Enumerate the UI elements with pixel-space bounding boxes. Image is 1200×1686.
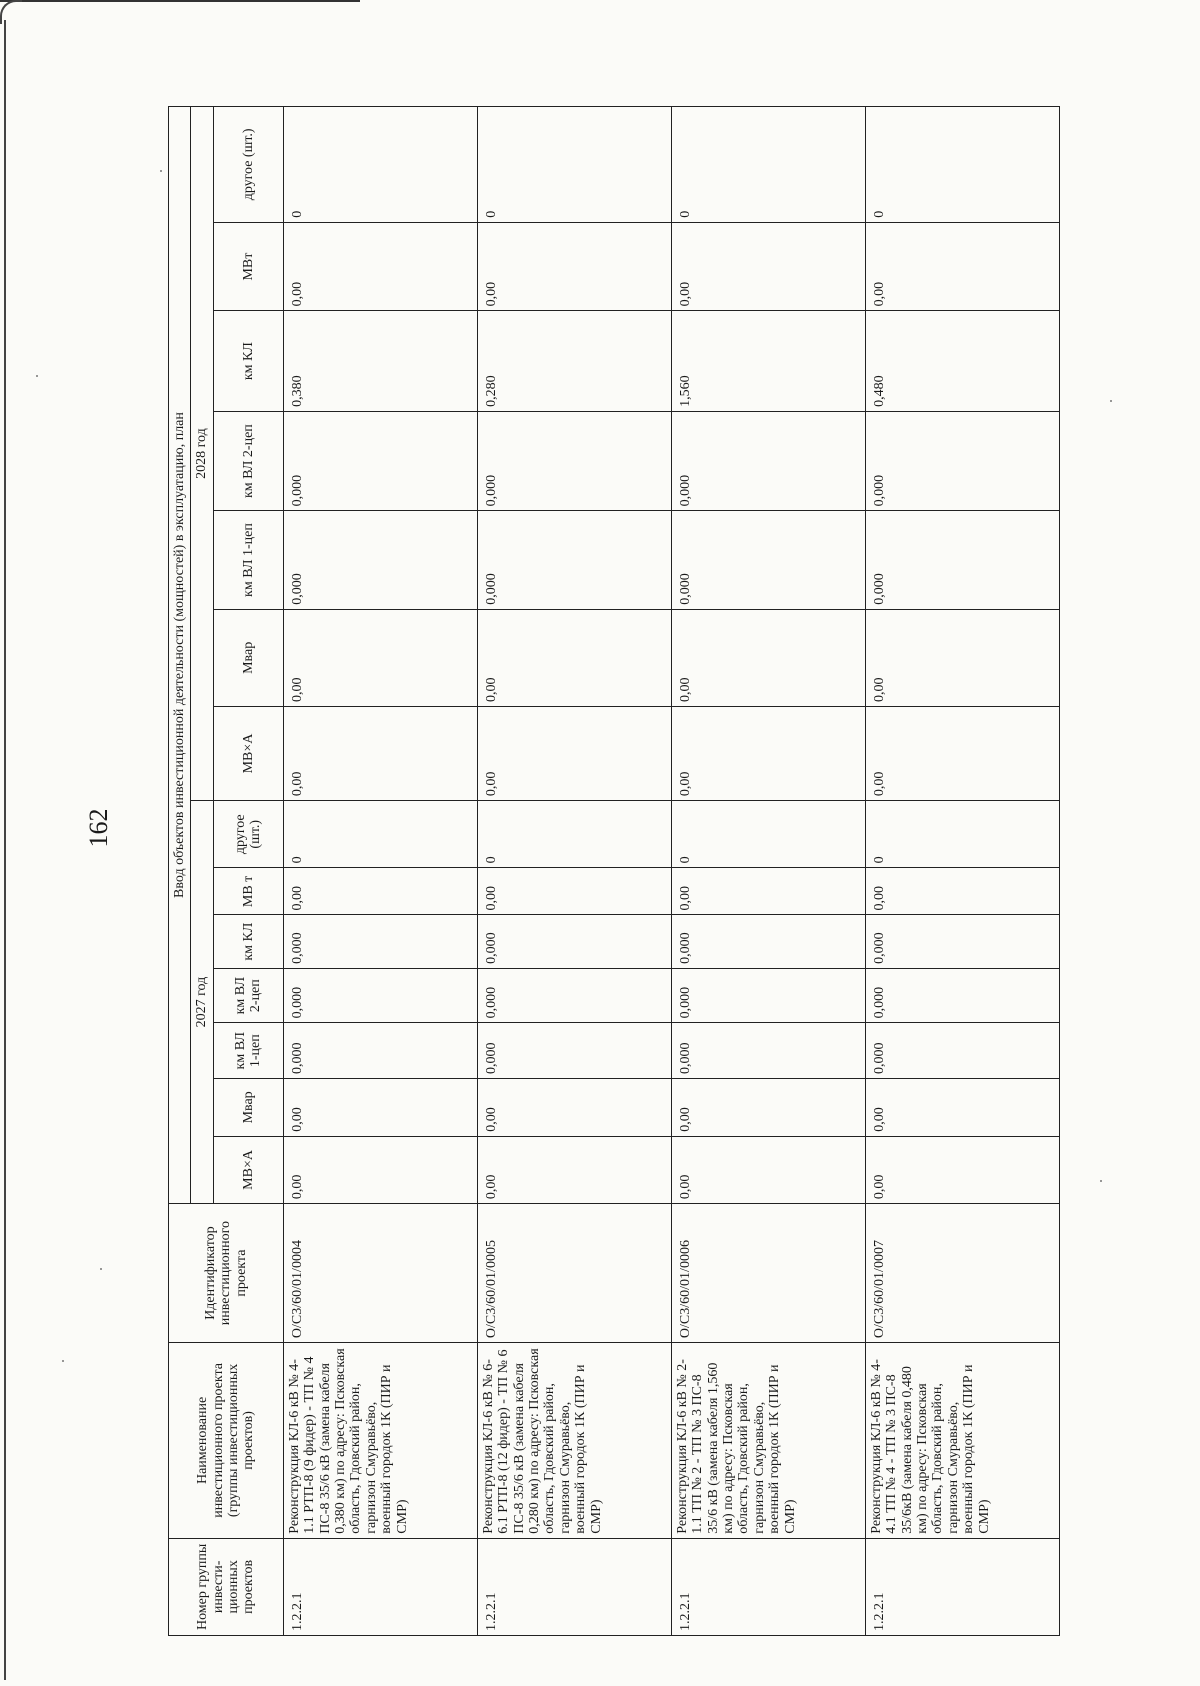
header-year-2027: 2027 год [191,801,213,1204]
cell-project-name: Реконструкция КЛ-6 кВ № 6-6.1 РТП-8 (12 фидер) - ТП № 6 ПС-8 35/6 кВ (замена кабеля 0,280 км) по адресу: Псковская область, Гдовский район, гарнизон Смуравьёво, военный городок 1К (ПИР и СМР) [477,1343,671,1539]
header-unit-2028-km-vl-2: км ВЛ 2-цеп [213,411,283,510]
header-unit-2027-km-vl-2: км ВЛ 2-цеп [213,968,283,1023]
cell-value-2028: 0,000 [283,511,477,609]
header-unit-2028-km-kl: км КЛ [213,311,283,412]
header-unit-2027-mvar: Мвар [213,1079,283,1137]
cell-value-2027: 0,00 [283,1136,477,1203]
cell-value-2027: 0,00 [477,1079,671,1137]
cell-value-2027: 0,000 [865,968,1059,1023]
cell-value-2028: 0,380 [283,311,477,412]
header-unit-2028-mw: МВт [213,222,283,311]
cell-value-2027: 0,000 [865,1023,1059,1079]
cell-value-2027: 0,000 [671,915,865,968]
cell-value-2027: 0,00 [671,1136,865,1203]
cell-project-id: О/С3/60/01/0006 [671,1204,865,1343]
cell-value-2028: 0 [865,107,1059,223]
cell-value-2028: 0,00 [283,222,477,311]
scan-speck [160,170,162,172]
table-row [477,107,671,1636]
cell-value-2028: 0,000 [671,511,865,609]
cell-value-2028: 0 [477,107,671,223]
page-number: 162 [84,808,113,848]
cell-value-2027: 0 [671,801,865,868]
cell-value-2028: 0,00 [671,609,865,706]
cell-project-id: О/С3/60/01/0004 [283,1204,477,1343]
cell-project-name: Реконструкция КЛ-6 кВ № 2-1.1 ТП № 2 - ТП № 3 ПС-8 35/6 кВ (замена кабеля 1,560 км) по адресу: Псковская область, Гдовский район, гарнизон Смуравьёво, военный городок 1К (ПИР и СМР) [671,1343,865,1539]
cell-value-2027: 0,000 [671,968,865,1023]
cell-value-2028: 0,00 [671,706,865,800]
cell-value-2028: 0,00 [865,222,1059,311]
cell-value-2027: 0,000 [283,915,477,968]
header-unit-2028-km-vl-1: км ВЛ 1-цеп [213,511,283,609]
cell-value-2028: 0,00 [865,706,1059,800]
cell-group-number: 1.2.2.1 [865,1538,1059,1635]
scan-speck [62,1360,64,1362]
cell-value-2028: 0,480 [865,311,1059,412]
cell-value-2027: 0,00 [865,868,1059,915]
cell-value-2028: 0,000 [865,511,1059,609]
cell-project-id: О/С3/60/01/0005 [477,1204,671,1343]
cell-value-2027: 0,00 [477,1136,671,1203]
cell-value-2027: 0,000 [865,915,1059,968]
header-project-id: Идентификатор инвестиционного проекта [169,1204,284,1343]
header-unit-2027-mw: МВ т [213,868,283,915]
cell-value-2028: 0,00 [477,609,671,706]
cell-value-2027: 0 [865,801,1059,868]
cell-value-2028: 0,280 [477,311,671,412]
cell-value-2027: 0,000 [477,968,671,1023]
scan-speck [1100,1180,1102,1182]
cell-value-2027: 0 [477,801,671,868]
cell-group-number: 1.2.2.1 [283,1538,477,1635]
cell-value-2028: 0,000 [283,411,477,510]
cell-value-2028: 0,000 [671,411,865,510]
page-edge-top [0,0,360,2]
cell-value-2028: 0,000 [477,411,671,510]
scan-speck [1110,400,1112,402]
cell-value-2027: 0,00 [283,868,477,915]
header-unit-2027-km-kl: км КЛ [213,915,283,968]
table-row [671,107,865,1636]
cell-value-2027: 0,00 [283,1079,477,1137]
cell-value-2028: 0,00 [477,706,671,800]
cell-project-name: Реконструкция КЛ-6 кВ № 4-1.1 РТП-8 (9 фидер) - ТП № 4 ПС-8 35/6 кВ (замена кабеля 0,380 км) по адресу: Псковская область, Гдовский район, гарнизон Смуравьёво, военный городок 1К (ПИР и СМР) [283,1343,477,1539]
header-unit-2027-mva: МВ×А [213,1136,283,1203]
cell-value-2027: 0,00 [671,868,865,915]
cell-group-number: 1.2.2.1 [671,1538,865,1635]
page-edge-left [4,20,6,1680]
cell-value-2027: 0,00 [865,1136,1059,1203]
cell-value-2028: 0 [671,107,865,223]
cell-value-2028: 0,00 [283,706,477,800]
cell-value-2028: 0,00 [283,609,477,706]
cell-group-number: 1.2.2.1 [477,1538,671,1635]
cell-value-2027: 0,00 [477,868,671,915]
header-commissioning: Ввод объектов инвестиционной деятельности (мощностей) в эксплуатацию, план [169,107,191,1204]
header-unit-2027-other: другое (шт.) [213,801,283,868]
header-project-name: Наименование инвестиционного проекта (группы инвестиционных проектов) [169,1343,284,1539]
cell-value-2028: 0,00 [671,222,865,311]
header-year-2028: 2028 год [191,107,213,801]
table-body [283,107,1059,1636]
cell-value-2028: 0,000 [477,511,671,609]
header-group-number: Номер группы инвести-ционных проектов [169,1538,284,1635]
cell-value-2027: 0,00 [865,1079,1059,1137]
cell-value-2027: 0,000 [283,1023,477,1079]
cell-project-id: О/С3/60/01/0007 [865,1204,1059,1343]
cell-project-name: Реконструкция КЛ-6 кВ № 4-4.1 ТП № 4 - ТП № 3 ПС-8 35/6кВ (замена кабеля 0,480 км) по адресу: Псковская область, Гдовский район, гарнизон Смуравьёво, военный городок 1К (ПИР и СМР) [865,1343,1059,1539]
header-unit-2028-other: другое (шт.) [213,107,283,223]
header-unit-2028-mva: МВ×А [213,706,283,800]
cell-value-2028: 0,000 [865,411,1059,510]
investment-plan-table [168,106,1060,1636]
cell-value-2028: 1,560 [671,311,865,412]
cell-value-2028: 0,00 [865,609,1059,706]
cell-value-2027: 0,000 [477,915,671,968]
header-unit-2028-mvar: Мвар [213,609,283,706]
scan-speck [100,1268,102,1270]
rotated-table-container [168,106,1060,1636]
cell-value-2027: 0,000 [671,1023,865,1079]
header-unit-2027-km-vl-1: км ВЛ 1-цеп [213,1023,283,1079]
cell-value-2027: 0,000 [477,1023,671,1079]
cell-value-2028: 0 [283,107,477,223]
cell-value-2027: 0 [283,801,477,868]
scan-speck [36,375,38,377]
cell-value-2028: 0,00 [477,222,671,311]
cell-value-2027: 0,000 [283,968,477,1023]
table-row [283,107,477,1636]
table-row [865,107,1059,1636]
cell-value-2027: 0,00 [671,1079,865,1137]
